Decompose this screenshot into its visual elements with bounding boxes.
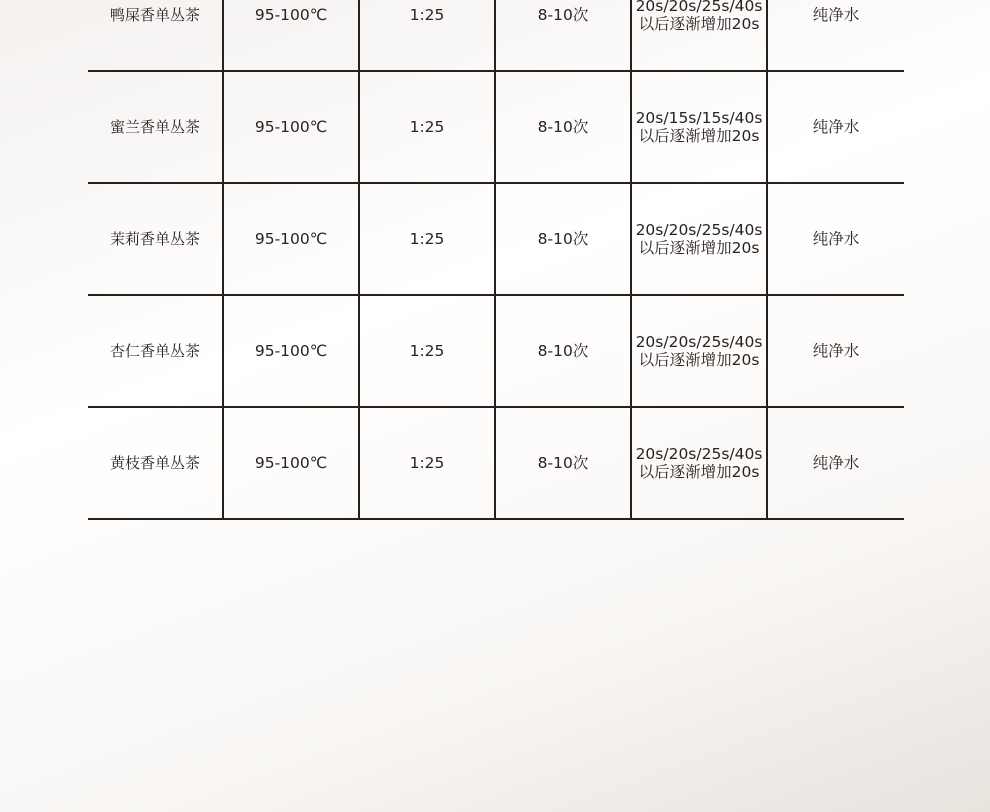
steep-time-cell <box>632 296 768 406</box>
tea-name-cell: 黄枝香单丛茶 <box>88 408 224 518</box>
ratio-cell: 1:25 <box>360 184 496 294</box>
tea-name-cell: 杏仁香单丛茶 <box>88 296 224 406</box>
brew-count-cell: 8-10次 <box>496 0 632 70</box>
water-cell: 纯净水 <box>812 342 860 360</box>
brew-count-cell: 8-10次 <box>496 184 632 294</box>
steep-time-note: 以后逐渐增加20s <box>638 127 760 145</box>
steep-time-note: 以后逐渐增加20s <box>638 351 760 369</box>
ratio-cell: 1:25 <box>360 408 496 518</box>
tea-name-cell: 茉莉香单丛茶 <box>88 184 224 294</box>
water-cell: 纯净水 <box>812 118 860 136</box>
steep-time-sequence: 20s/20s/25s/40s <box>635 445 763 463</box>
ratio-cell: 1:25 <box>360 72 496 182</box>
table-row <box>88 408 904 520</box>
table-row <box>88 184 904 296</box>
steep-time-sequence: 20s/15s/15s/40s <box>635 109 763 127</box>
temperature-cell: 95-100℃ <box>224 0 360 70</box>
steep-time-cell <box>632 0 768 70</box>
temperature-cell: 95-100℃ <box>224 72 360 182</box>
water-cell: 纯净水 <box>812 454 860 472</box>
temperature-cell: 95-100℃ <box>224 408 360 518</box>
steep-time-sequence: 20s/20s/25s/40s <box>635 333 763 351</box>
steep-time-cell <box>632 408 768 518</box>
tea-name-cell: 鸭屎香单丛茶 <box>88 0 224 70</box>
brew-count-cell: 8-10次 <box>496 296 632 406</box>
steep-time-sequence: 20s/20s/25s/40s <box>635 0 763 15</box>
table-row <box>88 0 904 72</box>
ratio-cell: 1:25 <box>360 0 496 70</box>
steep-time-sequence: 20s/20s/25s/40s <box>635 221 763 239</box>
brew-count-cell: 8-10次 <box>496 72 632 182</box>
table-row <box>88 72 904 184</box>
ratio-cell: 1:25 <box>360 296 496 406</box>
temperature-cell: 95-100℃ <box>224 184 360 294</box>
steep-time-note: 以后逐渐增加20s <box>638 15 760 33</box>
tea-name-cell: 蜜兰香单丛茶 <box>88 72 224 182</box>
steep-time-note: 以后逐渐增加20s <box>638 463 760 481</box>
steep-time-note: 以后逐渐增加20s <box>638 239 760 257</box>
steep-time-cell <box>632 72 768 182</box>
tea-brewing-table <box>88 0 904 520</box>
water-cell: 纯净水 <box>812 6 860 24</box>
water-cell: 纯净水 <box>812 230 860 248</box>
table-row <box>88 296 904 408</box>
brew-count-cell: 8-10次 <box>496 408 632 518</box>
steep-time-cell <box>632 184 768 294</box>
temperature-cell: 95-100℃ <box>224 296 360 406</box>
